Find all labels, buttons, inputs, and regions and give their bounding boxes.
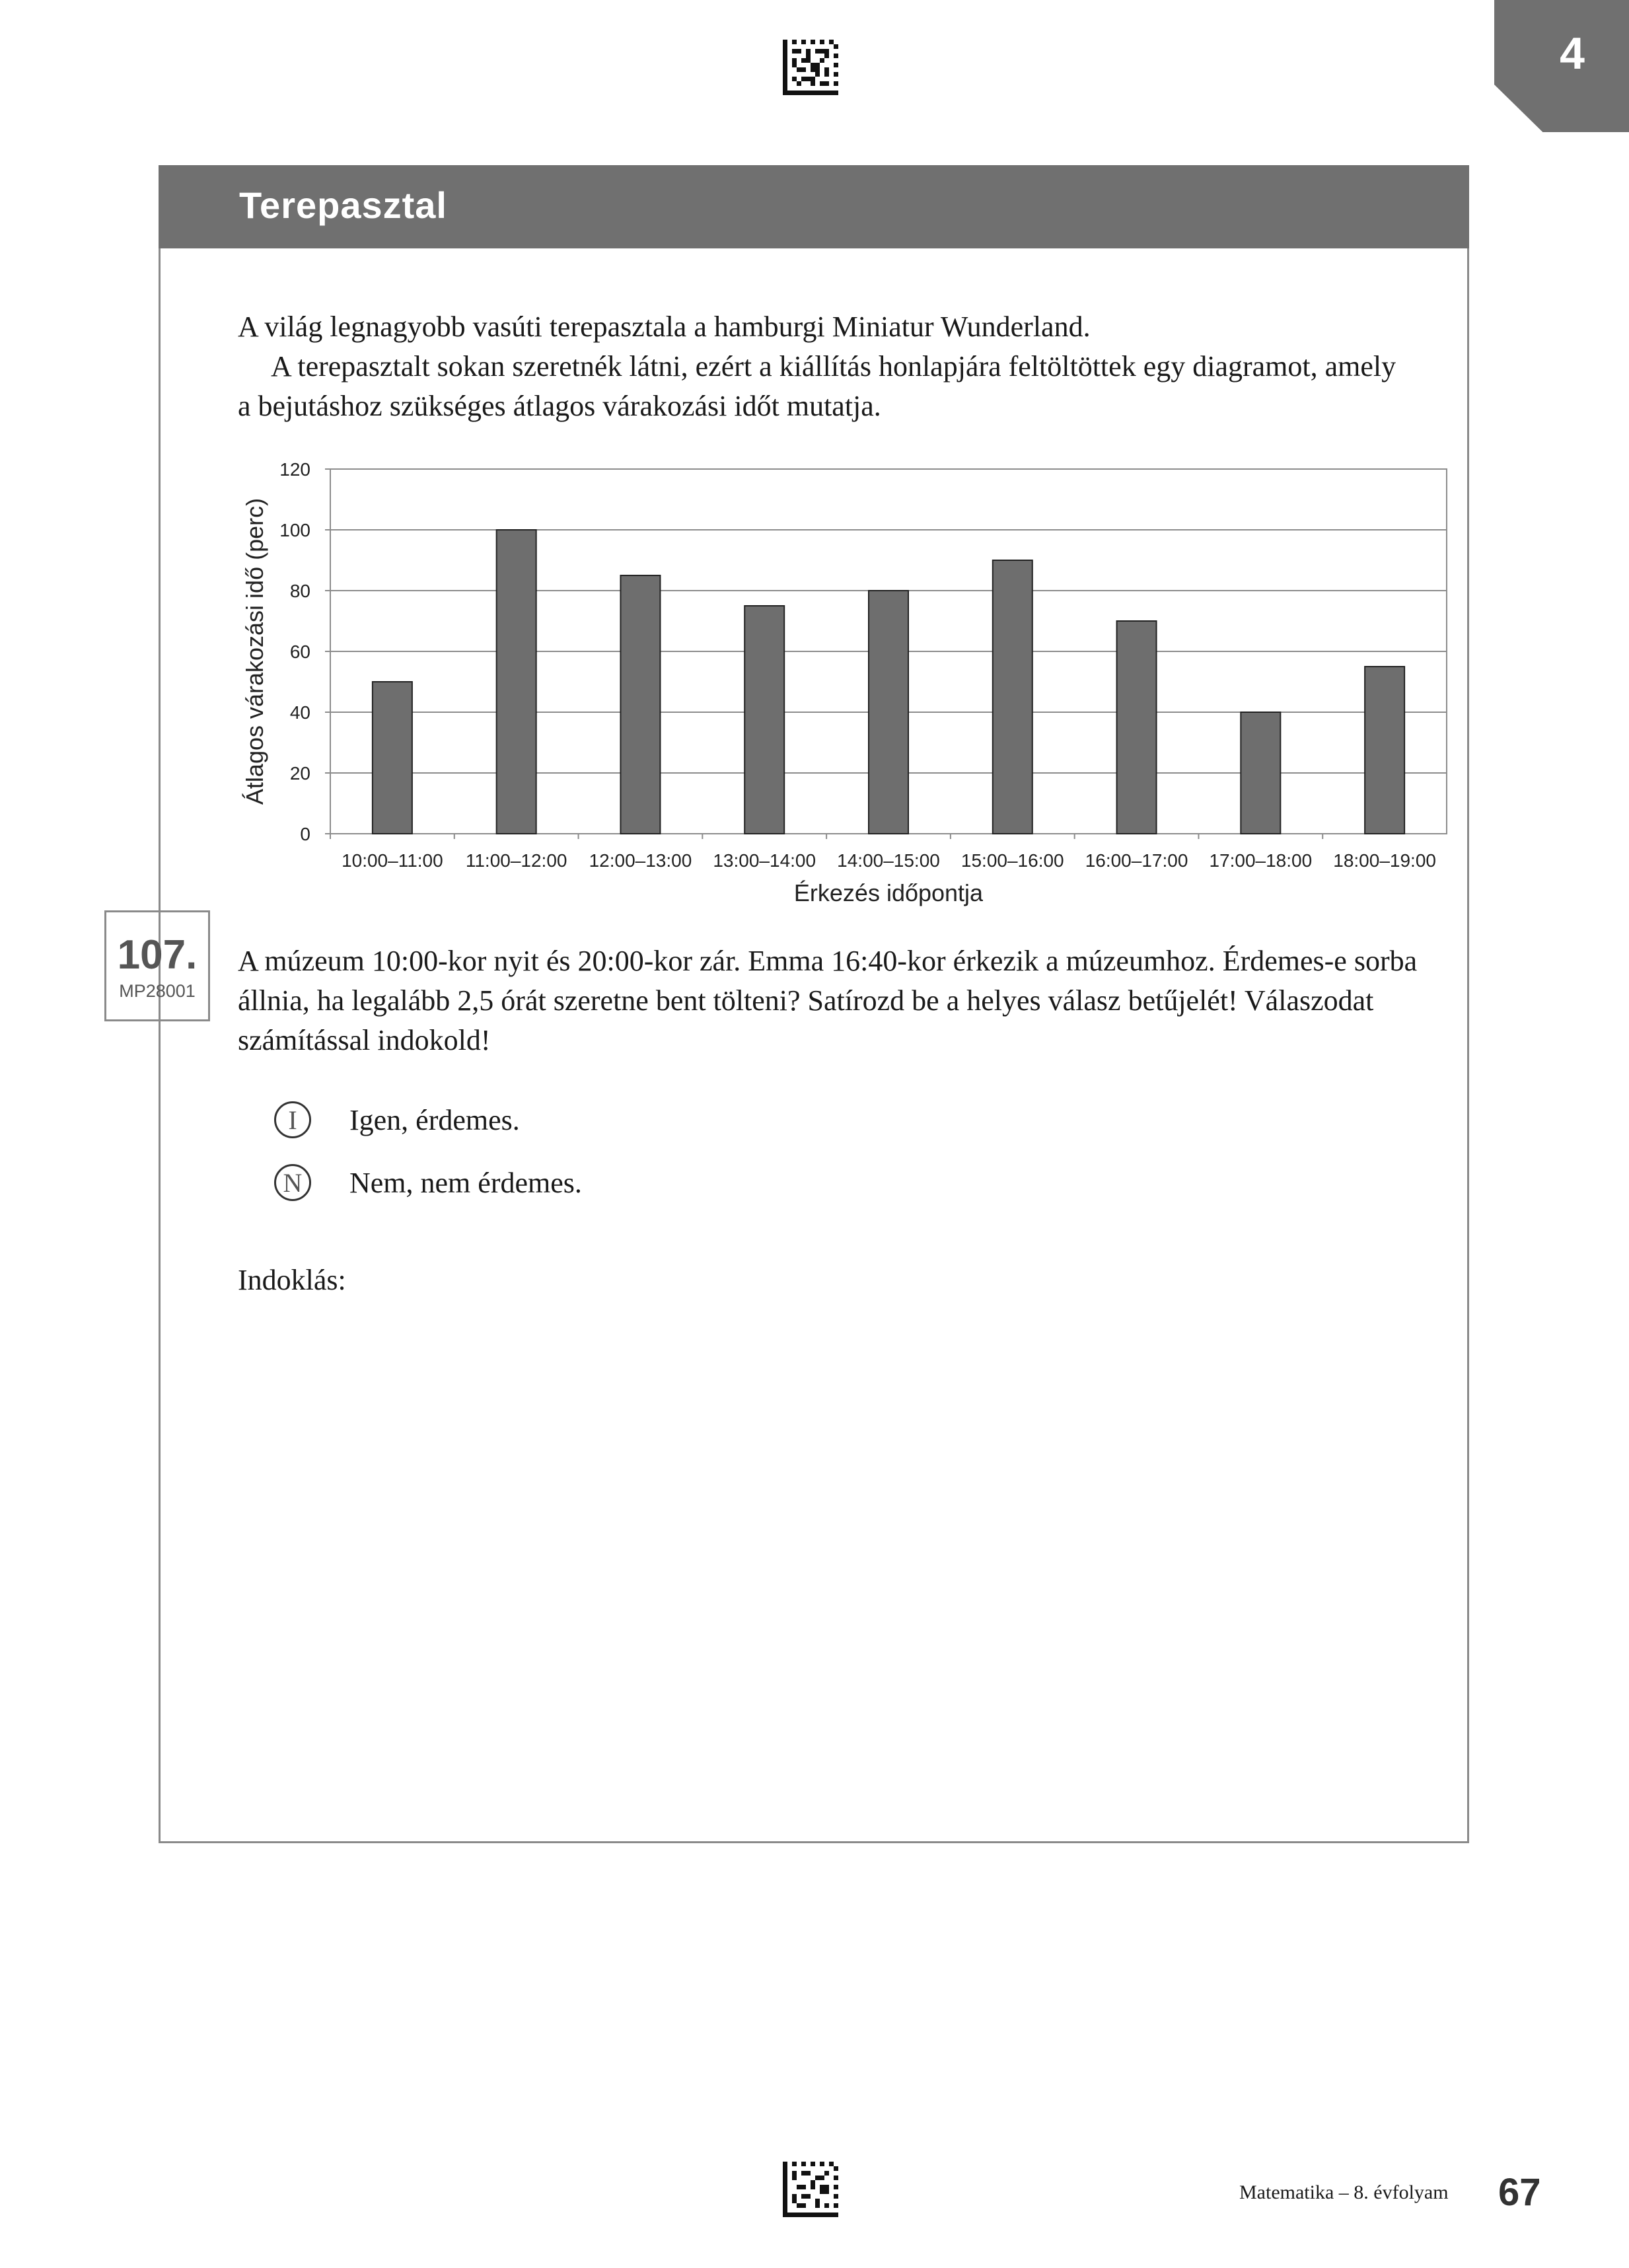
bar bbox=[620, 575, 660, 834]
x-tick-label: 11:00–12:00 bbox=[465, 850, 567, 871]
bar bbox=[744, 606, 784, 834]
bar bbox=[1117, 621, 1157, 834]
reasoning-label: Indoklás: bbox=[238, 1264, 346, 1296]
x-tick-label: 14:00–15:00 bbox=[837, 850, 940, 871]
bar bbox=[373, 682, 412, 834]
x-tick-label: 17:00–18:00 bbox=[1209, 850, 1313, 871]
intro-line-2: A terepasztalt sokan szeretnék látni, ezért a kiállítás honlapjára feltöltöttek egy diagramot, amely a bejutáshoz szükséges átlagos várakozási időt mutatja. bbox=[238, 350, 1396, 422]
x-axis-title: Érkezés időpontja bbox=[793, 879, 984, 906]
x-tick-label: 16:00–17:00 bbox=[1085, 850, 1188, 871]
bar bbox=[993, 560, 1032, 834]
section-tab-number: 4 bbox=[1560, 28, 1585, 79]
task-intro bbox=[238, 307, 1400, 426]
answer-bubble-i[interactable]: I bbox=[274, 1101, 311, 1138]
answer-option-yes[interactable] bbox=[274, 1100, 520, 1140]
task-title: Terepasztal bbox=[239, 184, 447, 226]
y-tick-label: 120 bbox=[279, 459, 310, 480]
x-tick-label: 15:00–16:00 bbox=[960, 850, 1064, 871]
x-tick-label: 18:00–19:00 bbox=[1333, 850, 1436, 871]
answer-label-yes: Igen, érdemes. bbox=[349, 1103, 520, 1136]
answer-label-no: Nem, nem érdemes. bbox=[349, 1166, 582, 1199]
y-axis-title: Átlagos várakozási idő (perc) bbox=[241, 497, 268, 805]
question-text: A múzeum 10:00-kor nyit és 20:00-kor zár. Emma 16:40-kor érkezik a múzeumhoz. Érdemes-e sorba állnia, ha legalább 2,5 órát szeretne bent tölteni? Satírozd be a helyes válasz betűjelét! Válaszodat számítással indokold! bbox=[238, 945, 1418, 1056]
footer-subject: Matematika – 8. évfolyam bbox=[1239, 2181, 1449, 2203]
bar bbox=[869, 591, 908, 834]
question-code: MP28001 bbox=[119, 981, 196, 1001]
x-tick-label: 13:00–14:00 bbox=[713, 850, 816, 871]
qr-code-bottom bbox=[783, 2162, 838, 2217]
bar bbox=[497, 530, 536, 834]
answer-bubble-n[interactable]: N bbox=[274, 1164, 311, 1201]
question-number: 107. bbox=[117, 932, 198, 978]
y-tick-label: 60 bbox=[289, 641, 310, 662]
y-tick-label: 40 bbox=[289, 702, 310, 723]
y-tick-label: 100 bbox=[279, 520, 310, 540]
bar bbox=[1241, 712, 1280, 834]
y-tick-label: 80 bbox=[289, 581, 310, 601]
x-tick-label: 12:00–13:00 bbox=[589, 850, 692, 871]
bar bbox=[1365, 667, 1404, 834]
x-tick-label: 10:00–11:00 bbox=[342, 850, 443, 871]
answer-option-no[interactable] bbox=[274, 1163, 582, 1202]
waiting-time-bar-chart bbox=[225, 449, 1466, 912]
y-tick-label: 20 bbox=[289, 763, 310, 784]
y-tick-label: 0 bbox=[300, 824, 310, 844]
page-number: 67 bbox=[1498, 2171, 1541, 2214]
intro-line-1: A világ legnagyobb vasúti terepasztala a hamburgi Miniatur Wunderland. bbox=[238, 311, 1091, 343]
question-number-box bbox=[104, 910, 210, 1021]
qr-code-top bbox=[783, 40, 838, 95]
